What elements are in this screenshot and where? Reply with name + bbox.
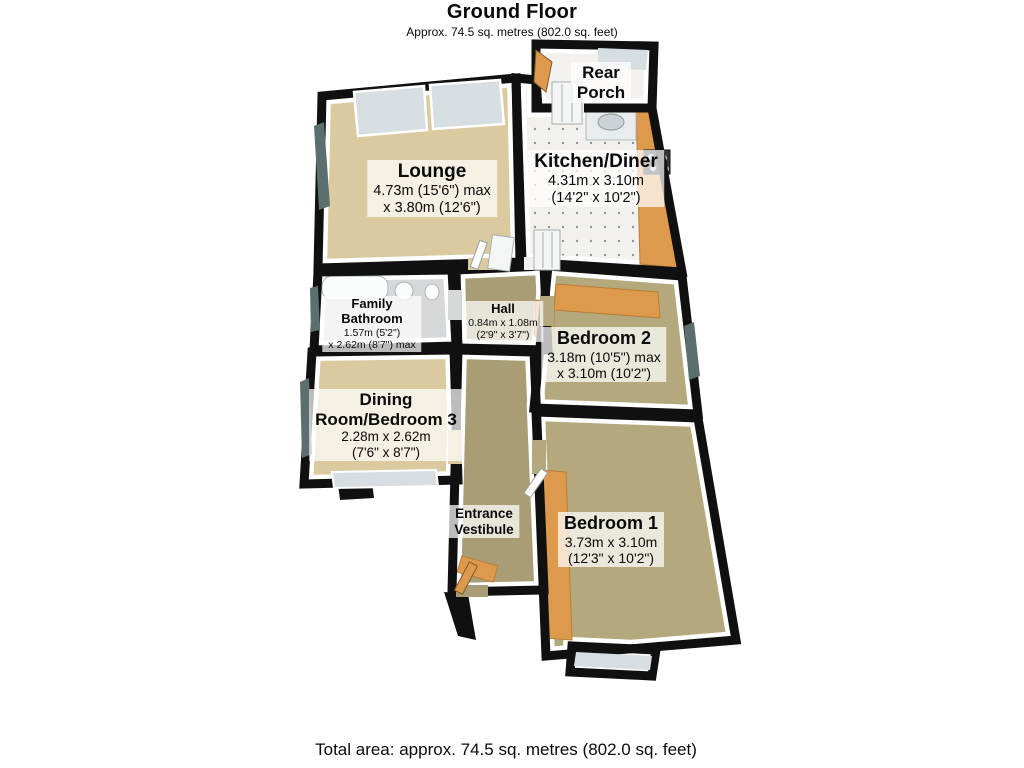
family-bathroom-dim1: 1.57m (5'2"): [343, 326, 401, 339]
dining-room-dim2: (7'6" x 8'7"): [351, 444, 420, 460]
lounge-label: [367, 160, 497, 217]
kitchen-diner-dim1: 4.31m x 3.10m: [548, 172, 644, 189]
hall-label: [462, 301, 543, 342]
dining-bay-window: [332, 470, 438, 488]
bedroom-2-dim2: x 3.10m (10'2"): [556, 364, 651, 381]
dining-room-dim1: 2.28m x 2.62m: [341, 429, 431, 445]
plan-title: Ground Floor: [446, 1, 578, 23]
family-bathroom-label: [322, 296, 421, 352]
entrance-vestibule-name-line1: Entrance: [455, 506, 513, 521]
lounge-dim1: 4.73m (15'6") max: [373, 182, 491, 199]
entrance-vestibule-name-line2: Vestibule: [454, 521, 514, 537]
entrance-vestibule-label: [448, 505, 519, 538]
family-bathroom-dim2: x 2.62m (8'7") max: [328, 338, 416, 351]
rear-porch-name-line2: Porch: [576, 82, 626, 102]
bedroom-1-name: Bedroom 1: [563, 513, 659, 533]
lounge-glazed-door: [488, 235, 515, 272]
lounge-window-top-1: [354, 86, 427, 136]
dining-room-name-line2: Room/Bedroom 3: [315, 409, 457, 429]
kitchen-diner-name: Kitchen/Diner: [534, 151, 658, 172]
dining-room-name-line1: Dining: [359, 390, 413, 409]
hall-glazed-door: [534, 230, 560, 270]
bedroom-2-name: Bedroom 2: [556, 328, 652, 348]
hall-dim2: (2'9" x 3'7"): [476, 329, 530, 341]
door-opening: [448, 290, 462, 320]
family-bathroom-name-line2: Bathroom: [341, 310, 403, 326]
toilet-icon: [425, 284, 439, 300]
rear-porch-name-line1: Rear: [582, 63, 620, 82]
bedroom-1-dim1: 3.73m x 3.10m: [564, 533, 658, 550]
lounge-window-top-2: [430, 80, 504, 129]
kitchen-diner-label: [528, 150, 664, 207]
kitchen-sink-icon: [598, 114, 624, 130]
lounge-name: Lounge: [397, 161, 467, 182]
dining-room-bedroom-3-label: [309, 389, 463, 461]
kitchen-diner-dim2: (14'2" x 10'2"): [551, 189, 641, 206]
door-opening: [532, 440, 546, 474]
plan-header: [0, 0, 1024, 39]
bedroom-2-label: [541, 327, 666, 382]
lounge-dim2: x 3.80m (12'6"): [383, 199, 481, 216]
rear-porch-label: [571, 62, 631, 103]
bedroom-2-dim1: 3.18m (10'5") max: [547, 348, 661, 365]
bedroom-1-dim2: (12'3" x 10'2"): [567, 549, 655, 566]
plan-subtitle: Approx. 74.5 sq. metres (802.0 sq. feet): [406, 25, 618, 39]
total-area-text: Total area: approx. 74.5 sq. metres (802.0 sq. feet): [315, 740, 697, 759]
family-bathroom-name-line1: Family: [351, 296, 393, 311]
bedroom-1-label: [558, 512, 664, 567]
hall-dim1: 0.84m x 1.08m: [468, 316, 538, 329]
hall-name: Hall: [491, 301, 515, 316]
